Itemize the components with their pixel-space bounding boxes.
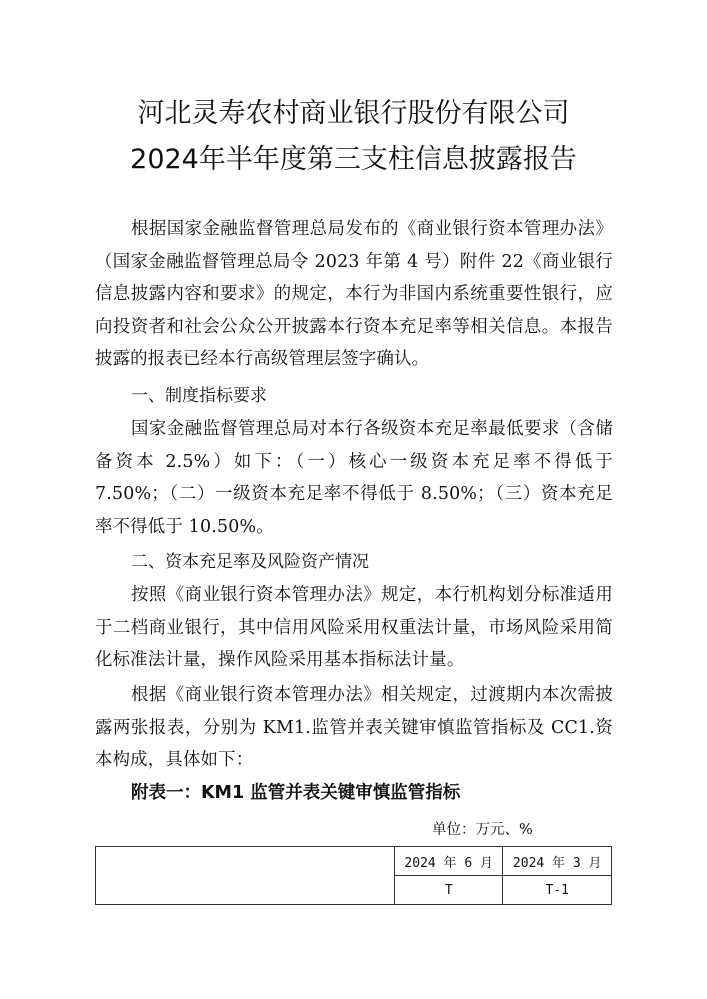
table-header-2024-06: 2024 年 6 月: [395, 847, 503, 876]
section2-paragraph1: 按照《商业银行资本管理办法》规定，本行机构划分标准适用于二档商业银行，其中信用风险采用权重法计量，市场风险采用简化标准法计量，操作风险采用基本指标法计量。: [95, 585, 613, 670]
table-subheader-t-1: T-1: [503, 876, 612, 905]
document-title-line1: 河北灵寿农村商业银行股份有限公司: [137, 98, 570, 129]
table-row: [96, 847, 612, 876]
table-header-2024-03: 2024 年 3 月: [503, 847, 612, 876]
section2-heading: 二、资本充足率及风险资产情况: [131, 552, 369, 572]
table-title: 附表一：KM1 监管并表关键审慎监管指标: [131, 783, 461, 803]
table-corner-cell: [96, 847, 395, 905]
table-subheader-t: T: [395, 876, 503, 905]
section2-paragraph2: 根据《商业银行资本管理办法》相关规定，过渡期内本次需披露两张报表，分别为 KM1.监管并表关键审慎监管指标及 CC1.资本构成，具体如下：: [95, 685, 613, 770]
document-title-line2: 2024年半年度第三支柱信息披露报告: [130, 144, 577, 175]
km1-table: [95, 846, 612, 905]
unit-label: 单位：万元、%: [432, 822, 533, 838]
intro-paragraph: 根据国家金融监督管理总局发布的《商业银行资本管理办法》（国家金融监督管理总局令 2023 年第 4 号）附件 22《商业银行信息披露内容和要求》的规定，本行为非国内系统重要性银行，应向投资者和社会公众公开披露本行资本充足率等相关信息。本报告披露的报表已经本行高级管理层签字确认。: [95, 219, 613, 369]
section1-heading: 一、制度指标要求: [131, 386, 267, 406]
section1-paragraph: 国家金融监督管理总局对本行各级资本充足率最低要求（含储备资本 2.5%）如下：（一）核心一级资本充足率不得低于 7.50%；（二）一级资本充足率不得低于 8.50%；（三）资本充足率不得低于 10.50%。: [95, 419, 613, 537]
